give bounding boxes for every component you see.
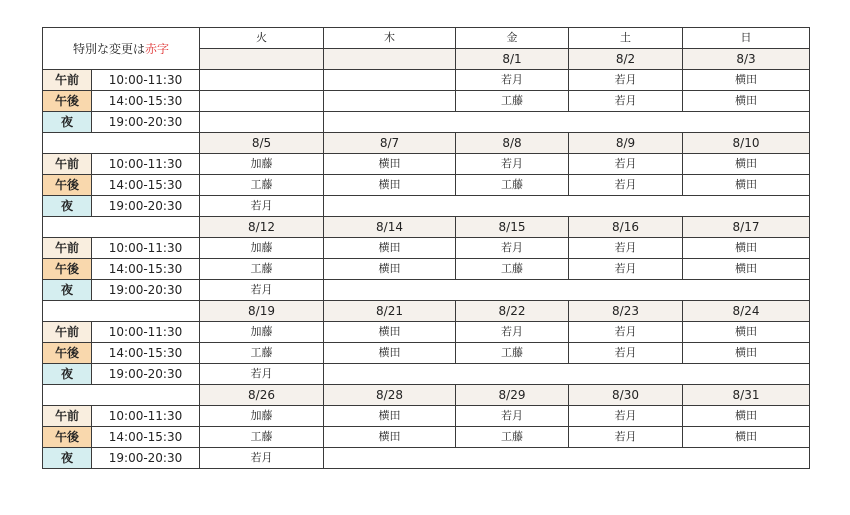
- staff-cell: 横田: [324, 154, 456, 175]
- staff-cell: 横田: [324, 427, 456, 448]
- staff-cell: 工藤: [456, 259, 569, 280]
- legend-note-text: 特別な変更は: [72, 41, 145, 56]
- date-cell: 8/7: [324, 133, 456, 154]
- slot-label-night: 夜: [43, 364, 92, 385]
- staff-cell: 若月: [569, 238, 683, 259]
- staff-cell: 横田: [683, 238, 810, 259]
- staff-cell: 工藤: [200, 427, 324, 448]
- time-range: 10:00-11:30: [92, 322, 200, 343]
- staff-cell: 若月: [200, 364, 324, 385]
- staff-cell: 工藤: [456, 175, 569, 196]
- slot-label-afternoon: 午後: [43, 427, 92, 448]
- staff-cell: 横田: [683, 70, 810, 91]
- header-row: [43, 28, 810, 49]
- staff-cell: 若月: [456, 154, 569, 175]
- staff-cell: 若月: [569, 343, 683, 364]
- staff-cell: 若月: [200, 448, 324, 469]
- empty-cell: [324, 196, 810, 217]
- time-range: 10:00-11:30: [92, 154, 200, 175]
- date-row: [43, 133, 810, 154]
- time-range: 10:00-11:30: [92, 406, 200, 427]
- date-cell: 8/9: [569, 133, 683, 154]
- time-range: 10:00-11:30: [92, 70, 200, 91]
- date-cell: 8/16: [569, 217, 683, 238]
- staff-cell: 若月: [456, 322, 569, 343]
- date-row-spacer: [43, 301, 200, 322]
- schedule-row: [43, 448, 810, 469]
- slot-label-night: 夜: [43, 448, 92, 469]
- time-range: 19:00-20:30: [92, 112, 200, 133]
- staff-cell: 工藤: [200, 259, 324, 280]
- staff-cell: [200, 112, 324, 133]
- date-cell: 8/22: [456, 301, 569, 322]
- date-row-spacer: [43, 385, 200, 406]
- date-cell: 8/17: [683, 217, 810, 238]
- staff-cell: 若月: [456, 238, 569, 259]
- time-range: 19:00-20:30: [92, 364, 200, 385]
- schedule-row: [43, 343, 810, 364]
- staff-cell: 工藤: [456, 427, 569, 448]
- staff-cell: 加藤: [200, 322, 324, 343]
- day-header-fri: 金: [456, 28, 569, 49]
- staff-cell: 横田: [324, 406, 456, 427]
- date-cell: 8/3: [683, 49, 810, 70]
- date-cell: 8/5: [200, 133, 324, 154]
- slot-label-afternoon: 午後: [43, 175, 92, 196]
- slot-label-morning: 午前: [43, 70, 92, 91]
- staff-cell: 若月: [456, 406, 569, 427]
- staff-cell: 横田: [683, 154, 810, 175]
- staff-cell: 工藤: [456, 91, 569, 112]
- staff-cell: 横田: [683, 427, 810, 448]
- day-header-sun: 日: [683, 28, 810, 49]
- slot-label-morning: 午前: [43, 406, 92, 427]
- schedule-row: [43, 70, 810, 91]
- time-range: 19:00-20:30: [92, 196, 200, 217]
- schedule-row: [43, 238, 810, 259]
- staff-cell: 横田: [324, 238, 456, 259]
- slot-label-morning: 午前: [43, 238, 92, 259]
- date-cell: 8/19: [200, 301, 324, 322]
- staff-cell: [324, 70, 456, 91]
- date-cell: 8/24: [683, 301, 810, 322]
- schedule-row: [43, 112, 810, 133]
- slot-label-morning: 午前: [43, 154, 92, 175]
- date-row: [43, 301, 810, 322]
- staff-cell: 工藤: [456, 343, 569, 364]
- date-cell: [324, 49, 456, 70]
- staff-cell: 若月: [569, 70, 683, 91]
- schedule-row: [43, 364, 810, 385]
- empty-cell: [324, 112, 810, 133]
- date-row: [43, 217, 810, 238]
- staff-cell: 若月: [200, 280, 324, 301]
- slot-label-afternoon: 午後: [43, 259, 92, 280]
- date-cell: 8/1: [456, 49, 569, 70]
- day-header-sat: 土: [569, 28, 683, 49]
- staff-cell: [200, 91, 324, 112]
- date-row: [43, 385, 810, 406]
- staff-cell: 若月: [569, 91, 683, 112]
- date-cell: 8/15: [456, 217, 569, 238]
- staff-cell: 横田: [683, 322, 810, 343]
- staff-cell: 横田: [683, 259, 810, 280]
- schedule-row: [43, 280, 810, 301]
- time-range: 19:00-20:30: [92, 448, 200, 469]
- schedule-row: [43, 259, 810, 280]
- schedule-row: [43, 406, 810, 427]
- date-cell: [200, 49, 324, 70]
- staff-cell: 若月: [569, 154, 683, 175]
- staff-cell: 横田: [324, 343, 456, 364]
- date-cell: 8/8: [456, 133, 569, 154]
- date-cell: 8/29: [456, 385, 569, 406]
- date-cell: 8/21: [324, 301, 456, 322]
- time-range: 14:00-15:30: [92, 259, 200, 280]
- time-range: 14:00-15:30: [92, 175, 200, 196]
- date-cell: 8/14: [324, 217, 456, 238]
- empty-cell: [324, 280, 810, 301]
- time-range: 14:00-15:30: [92, 91, 200, 112]
- time-range: 14:00-15:30: [92, 427, 200, 448]
- staff-cell: 加藤: [200, 154, 324, 175]
- staff-cell: 横田: [324, 259, 456, 280]
- legend-note: [43, 28, 200, 70]
- staff-cell: 横田: [324, 322, 456, 343]
- staff-cell: 若月: [569, 427, 683, 448]
- staff-cell: 横田: [683, 91, 810, 112]
- date-cell: 8/26: [200, 385, 324, 406]
- staff-cell: 若月: [569, 175, 683, 196]
- time-range: 19:00-20:30: [92, 280, 200, 301]
- empty-cell: [324, 448, 810, 469]
- date-cell: 8/12: [200, 217, 324, 238]
- slot-label-afternoon: 午後: [43, 343, 92, 364]
- date-cell: 8/31: [683, 385, 810, 406]
- date-row-spacer: [43, 133, 200, 154]
- slot-label-afternoon: 午後: [43, 91, 92, 112]
- staff-cell: 加藤: [200, 238, 324, 259]
- staff-cell: 横田: [683, 406, 810, 427]
- slot-label-night: 夜: [43, 196, 92, 217]
- staff-cell: 工藤: [200, 343, 324, 364]
- legend-note-red-text: 赤字: [145, 41, 170, 56]
- slot-label-morning: 午前: [43, 322, 92, 343]
- day-header-tue: 火: [200, 28, 324, 49]
- schedule-row: [43, 91, 810, 112]
- staff-cell: 若月: [569, 322, 683, 343]
- day-header-thu: 木: [324, 28, 456, 49]
- date-cell: 8/23: [569, 301, 683, 322]
- time-range: 10:00-11:30: [92, 238, 200, 259]
- staff-cell: 若月: [569, 406, 683, 427]
- staff-cell: 横田: [324, 175, 456, 196]
- slot-label-night: 夜: [43, 280, 92, 301]
- staff-cell: 横田: [683, 175, 810, 196]
- time-range: 14:00-15:30: [92, 343, 200, 364]
- staff-cell: 若月: [200, 196, 324, 217]
- date-row-spacer: [43, 217, 200, 238]
- staff-cell: 加藤: [200, 406, 324, 427]
- schedule-row: [43, 322, 810, 343]
- staff-cell: 工藤: [200, 175, 324, 196]
- staff-cell: 若月: [456, 70, 569, 91]
- staff-cell: 若月: [569, 259, 683, 280]
- date-cell: 8/10: [683, 133, 810, 154]
- schedule-body: [43, 28, 810, 469]
- slot-label-night: 夜: [43, 112, 92, 133]
- schedule-row: [43, 427, 810, 448]
- staff-cell: 横田: [683, 343, 810, 364]
- schedule-row: [43, 196, 810, 217]
- schedule-row: [43, 154, 810, 175]
- staff-cell: [324, 91, 456, 112]
- empty-cell: [324, 364, 810, 385]
- date-cell: 8/28: [324, 385, 456, 406]
- staff-cell: [200, 70, 324, 91]
- date-cell: 8/30: [569, 385, 683, 406]
- date-cell: 8/2: [569, 49, 683, 70]
- schedule-row: [43, 175, 810, 196]
- schedule-table: [42, 27, 810, 469]
